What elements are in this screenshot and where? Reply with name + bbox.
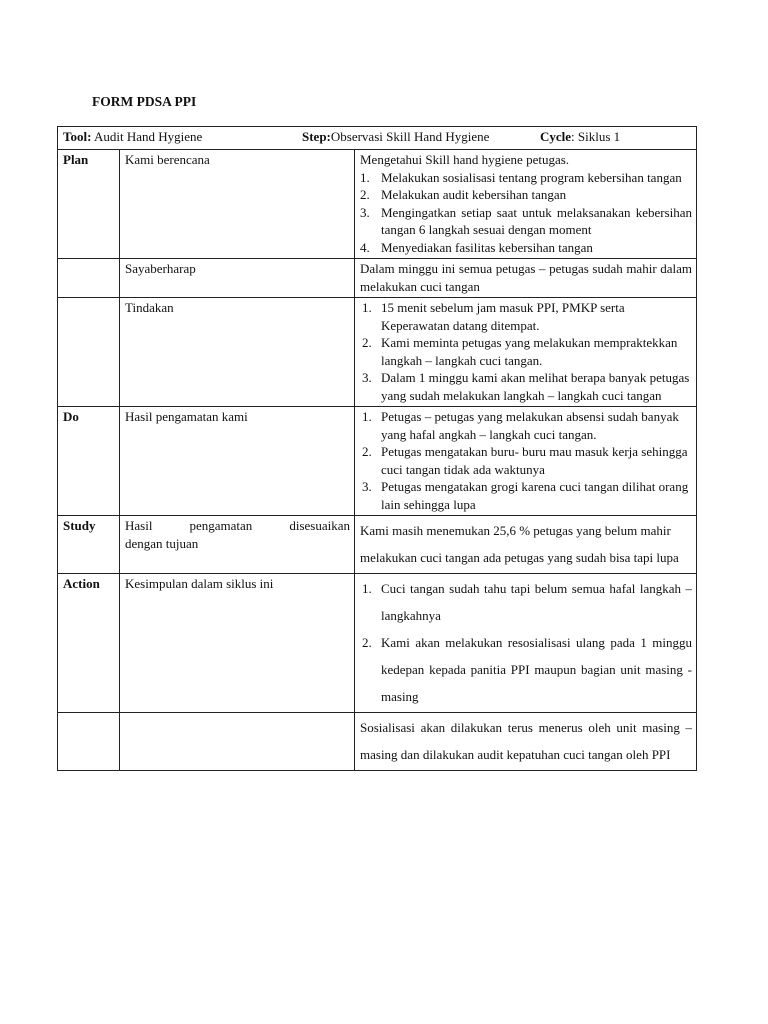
study-col2-line1 [125,517,350,535]
harap-row [58,259,697,298]
list-item [360,369,692,404]
action-list [360,575,692,710]
list-item [360,204,692,239]
harap-content: Dalam minggu ini semua petugas – petugas sudah mahir dalam melakukan cuci tangan [355,259,697,298]
item-text: Menyediakan fasilitas kebersihan tangan [381,239,593,255]
study-word: Hasil [125,518,153,533]
item-number: 1. [362,300,372,315]
item-number: 1. [362,581,372,596]
tindakan-col2: Tindakan [120,298,355,407]
do-label: Do [58,407,120,516]
harap-label-empty [58,259,120,298]
list-item [360,629,692,710]
cycle-value: : Siklus 1 [571,129,621,144]
item-number: 2. [362,444,372,459]
action-col2: Kesimpulan dalam siklus ini [120,574,355,713]
plan-col2: Kami berencana [120,150,355,259]
header-row [58,127,697,150]
study-word: pengamatan [189,518,253,533]
item-text: Kami akan melakukan resosialisasi ulang pada 1 minggu kedepan kepada panitia PPI maupun bagian unit masing - masing [381,635,693,704]
plan-list [360,169,692,257]
tool-value: Audit Hand Hygiene [91,129,203,144]
item-text: Dalam 1 minggu kami akan melihat berapa banyak petugas yang sudah melakukan langkah – langkah cuci tangan [381,370,690,403]
cycle-field [540,128,620,146]
plan-intro: Mengetahui Skill hand hygiene petugas. [360,152,570,167]
step-label: Step: [302,129,331,144]
do-col2: Hasil pengamatan kami [120,407,355,516]
item-number: 2. [360,187,370,202]
list-item [360,575,692,629]
list-item [360,408,692,443]
list-item [360,239,692,257]
item-number: 1. [362,409,372,424]
study-word: disesuaikan [289,518,350,533]
list-item [360,443,692,478]
item-number: 1. [360,169,370,185]
item-number: 3. [362,370,372,385]
list-item [360,299,692,334]
tindakan-row [58,298,697,407]
list-item [360,186,692,204]
study-content: Kami masih menemukan 25,6 % petugas yang belum mahir melakukan cuci tangan ada petugas yang sudah bisa tapi lupa [355,516,697,574]
list-item [360,478,692,513]
item-text: Petugas mengatakan grogi karena cuci tangan dilihat orang lain sehingga lupa [381,479,689,512]
action-label: Action [58,574,120,713]
step-value: Observasi Skill Hand Hygiene [330,129,490,144]
plan-content [355,150,697,259]
header-cell [58,127,697,150]
item-text: Petugas – petugas yang melakukan absensi sudah banyak yang hafal angkah – langkah cuci tangan. [381,409,679,442]
item-text: Petugas mengatakan buru- buru mau masuk kerja sehingga cuci tangan tidak ada waktunya [381,444,688,477]
tindakan-content [355,298,697,407]
study-col2-line2: dengan tujuan [125,535,199,551]
step-field [302,128,489,146]
tool-label: Tool: [63,129,92,144]
do-row [58,407,697,516]
form-title: FORM PDSA PPI [92,94,197,109]
last-content: Sosialisasi akan dilakukan terus menerus oleh unit masing – masing dan dilakukan audit kepatuhan cuci tangan oleh PPI [355,713,697,771]
cycle-label: Cycle [540,129,572,144]
action-row [58,574,697,713]
last-row [58,713,697,771]
plan-row [58,150,697,259]
item-number: 3. [362,479,372,494]
harap-col2: Sayaberharap [120,259,355,298]
tool-field [63,128,202,146]
tindakan-label-empty [58,298,120,407]
action-content [355,574,697,713]
item-text: Kami meminta petugas yang melakukan mempraktekkan langkah – langkah cuci tangan. [381,335,678,368]
tindakan-list [360,299,692,404]
study-col2 [120,516,355,574]
pdsa-table [57,126,697,771]
item-text: Melakukan audit kebersihan tangan [381,187,567,202]
item-text: Mengingatkan setiap saat untuk melaksanakan kebersihan tangan 6 langkah sesuai dengan moment [381,204,693,237]
list-item [360,334,692,369]
item-number: 2. [362,335,372,350]
plan-label: Plan [58,150,120,259]
list-item [360,169,692,187]
last-label-empty [58,713,120,771]
item-text: Cuci tangan sudah tahu tapi belum semua hafal langkah – langkahnya [381,581,693,623]
item-number: 2. [362,635,372,650]
last-col2-empty [120,713,355,771]
item-text: Melakukan sosialisasi tentang program kebersihan tangan [381,169,682,185]
do-list [360,408,692,513]
study-label: Study [58,516,120,574]
item-number: 3. [360,204,370,220]
item-text: 15 menit sebelum jam masuk PPI, PMKP serta Keperawatan datang ditempat. [381,300,625,333]
do-content [355,407,697,516]
item-number: 4. [360,239,370,255]
study-row [58,516,697,574]
